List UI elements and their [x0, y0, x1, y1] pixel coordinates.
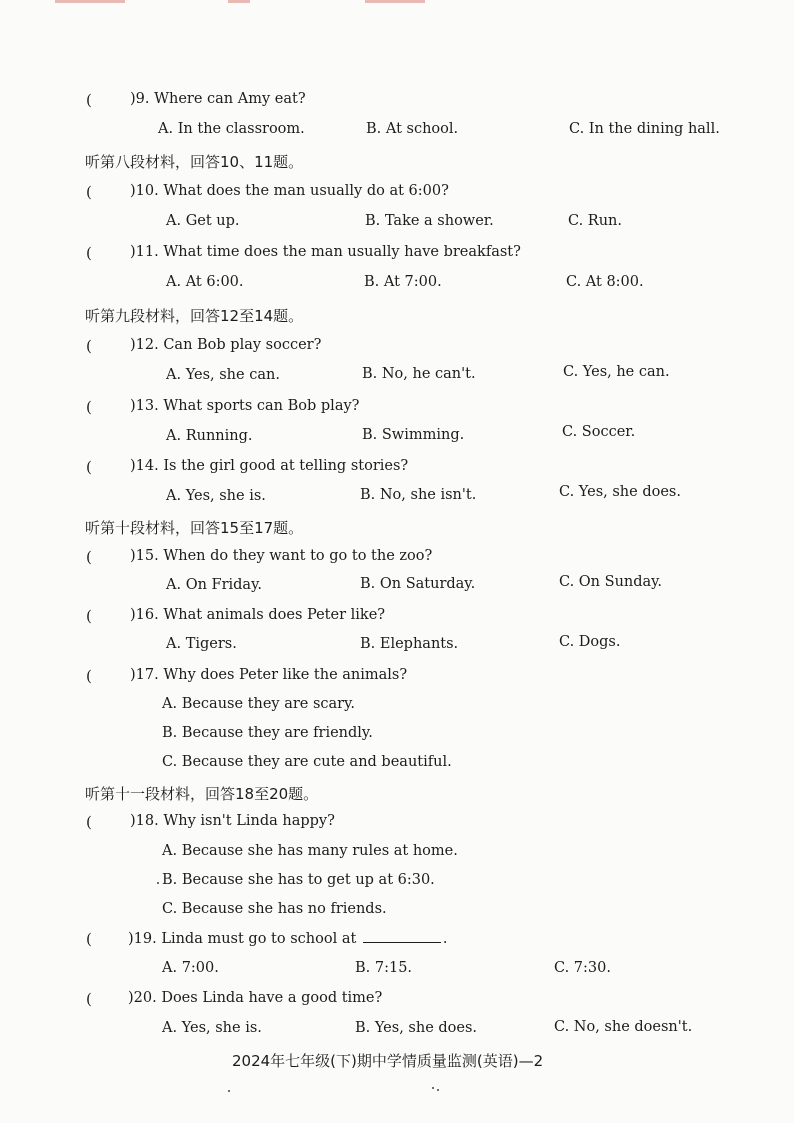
section-heading: 听第十一段材料，回答18至20题。 [85, 785, 319, 803]
option-c[interactable]: C. Because they are cute and beautiful. [162, 754, 452, 770]
option-c[interactable]: C. At 8:00. [566, 274, 644, 290]
question-text: )11. What time does the man usually have breakfast? [130, 244, 521, 260]
option-b[interactable]: B. No, he can't. [362, 366, 476, 382]
question-text: )9. Where can Amy eat? [130, 91, 306, 107]
question-text: )18. Why isn't Linda happy? [130, 813, 335, 829]
option-a[interactable]: A. 7:00. [162, 960, 219, 976]
option-b[interactable]: B. Because they are friendly. [162, 725, 373, 741]
answer-paren[interactable]: ( [86, 990, 92, 1008]
scan-edge-mark [55, 0, 125, 3]
scan-speck [157, 882, 159, 884]
question-text [128, 930, 448, 947]
option-a[interactable]: A. Running. [166, 428, 253, 444]
option-a[interactable]: A. Yes, she can. [166, 367, 280, 383]
option-c[interactable]: C. Yes, he can. [563, 364, 670, 380]
option-b[interactable]: B. Yes, she does. [355, 1020, 478, 1036]
option-a[interactable]: A. On Friday. [166, 577, 262, 593]
scan-edge-mark [365, 0, 425, 3]
question-text: )14. Is the girl good at telling stories? [130, 458, 409, 474]
option-b[interactable]: B. 7:15. [355, 960, 413, 976]
page-footer: 2024年七年级(下)期中学情质量监测(英语)—2 [232, 1052, 544, 1070]
answer-paren[interactable]: ( [86, 667, 92, 685]
option-b[interactable]: B. Take a shower. [365, 213, 494, 229]
answer-paren[interactable]: ( [86, 813, 92, 831]
question-text: )12. Can Bob play soccer? [130, 337, 322, 353]
option-c[interactable]: C. No, she doesn't. [554, 1019, 693, 1035]
scan-speck [437, 1089, 439, 1091]
option-b[interactable]: B. At 7:00. [364, 274, 442, 290]
option-c[interactable]: C. On Sunday. [559, 574, 663, 590]
option-c[interactable]: C. Yes, she does. [559, 484, 681, 500]
scan-speck [432, 1087, 434, 1089]
question-text: )15. When do they want to go to the zoo? [130, 548, 433, 564]
option-a[interactable]: A. At 6:00. [166, 274, 244, 290]
answer-paren[interactable]: ( [86, 244, 92, 262]
section-heading: 听第九段材料，回答12至14题。 [85, 307, 304, 325]
answer-paren[interactable]: ( [86, 548, 92, 566]
option-b[interactable]: B. Swimming. [362, 427, 465, 443]
question-text: )17. Why does Peter like the animals? [130, 667, 408, 683]
answer-paren[interactable]: ( [86, 930, 92, 948]
question-end: . [442, 931, 448, 947]
answer-paren[interactable]: ( [86, 458, 92, 476]
option-c[interactable]: C. 7:30. [554, 960, 611, 976]
option-a[interactable]: A. Because they are scary. [162, 696, 355, 712]
question-text: )10. What does the man usually do at 6:00? [130, 183, 449, 199]
option-a[interactable]: A. Tigers. [166, 636, 237, 652]
answer-paren[interactable]: ( [86, 183, 92, 201]
question-stem: )19. Linda must go to school at [128, 931, 357, 947]
answer-paren[interactable]: ( [86, 398, 92, 416]
option-b[interactable]: B. No, she isn't. [360, 487, 477, 503]
question-text: )16. What animals does Peter like? [130, 607, 386, 623]
option-b[interactable]: B. Elephants. [360, 636, 459, 652]
option-c[interactable]: C. Soccer. [562, 424, 636, 440]
section-heading: 听第八段材料，回答10、11题。 [85, 153, 304, 171]
scan-edge-mark [228, 0, 250, 3]
option-b[interactable]: B. At school. [366, 121, 459, 137]
option-b[interactable]: B. Because she has to get up at 6:30. [162, 872, 435, 888]
option-c[interactable]: C. In the dining hall. [569, 121, 720, 137]
option-c[interactable]: C. Dogs. [559, 634, 621, 650]
question-text: )13. What sports can Bob play? [130, 398, 360, 414]
option-a[interactable]: A. Yes, she is. [166, 488, 266, 504]
option-b[interactable]: B. On Saturday. [360, 576, 476, 592]
answer-paren[interactable]: ( [86, 91, 92, 109]
answer-paren[interactable]: ( [86, 607, 92, 625]
scan-speck [228, 1090, 230, 1092]
option-a[interactable]: A. Get up. [166, 213, 240, 229]
option-a[interactable]: A. In the classroom. [158, 121, 305, 137]
option-a[interactable]: A. Because she has many rules at home. [162, 843, 458, 859]
option-c[interactable]: C. Because she has no friends. [162, 901, 387, 917]
answer-paren[interactable]: ( [86, 337, 92, 355]
question-text: )20. Does Linda have a good time? [128, 990, 383, 1006]
answer-blank[interactable] [363, 930, 441, 943]
option-a[interactable]: A. Yes, she is. [162, 1020, 262, 1036]
option-c[interactable]: C. Run. [568, 213, 622, 229]
section-heading: 听第十段材料，回答15至17题。 [85, 519, 304, 537]
